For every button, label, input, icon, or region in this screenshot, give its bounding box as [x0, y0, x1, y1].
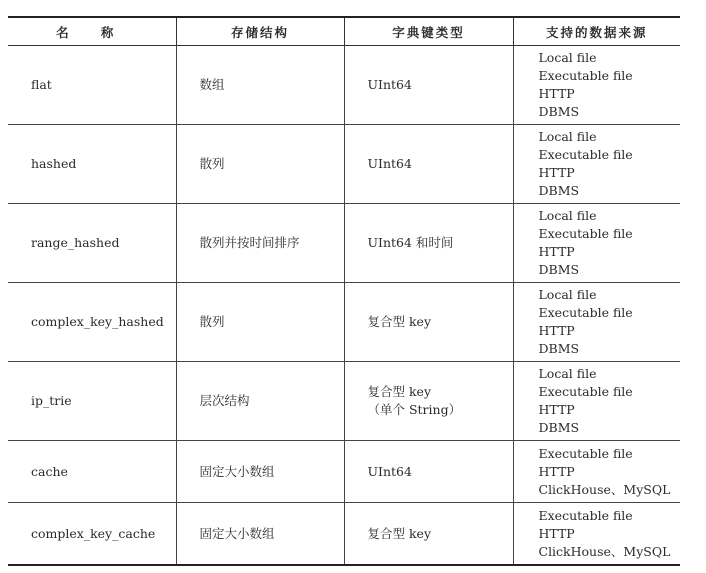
cell-sources	[513, 503, 680, 566]
source-item: DBMS	[538, 341, 580, 356]
table-row	[8, 441, 680, 503]
key-type-line: 复合型 key	[367, 525, 432, 541]
key-type-line: UInt64	[367, 463, 412, 479]
source-item: HTTP	[538, 165, 575, 180]
cell-storage: 数组	[176, 46, 344, 125]
source-item: HTTP	[538, 323, 575, 338]
cell-name: complex_key_cache	[8, 503, 176, 566]
source-item: Executable file	[538, 384, 633, 399]
cell-key-type	[344, 125, 513, 204]
cell-key-type	[344, 46, 513, 125]
table-body	[8, 46, 680, 566]
table-row	[8, 362, 680, 441]
source-item: Local file	[538, 287, 597, 302]
header-row	[8, 17, 680, 46]
table-row	[8, 204, 680, 283]
cell-sources	[513, 441, 680, 503]
key-type-line: UInt64	[367, 156, 412, 171]
cell-storage: 散列并按时间排序	[176, 204, 344, 283]
source-item: Executable file	[538, 226, 633, 241]
source-item: Local file	[538, 50, 597, 65]
key-type-line: 复合型 key	[367, 384, 432, 399]
cell-key-type	[344, 204, 513, 283]
source-item: Local file	[538, 129, 597, 144]
key-type-line: UInt64 和时间	[367, 235, 454, 250]
source-item: DBMS	[538, 262, 580, 277]
source-item: HTTP	[538, 86, 575, 101]
source-item: DBMS	[538, 420, 580, 435]
source-item: ClickHouse、MySQL	[538, 481, 671, 497]
table-row	[8, 125, 680, 204]
cell-name: cache	[8, 441, 176, 503]
cell-storage: 散列	[176, 125, 344, 204]
source-item: HTTP	[538, 402, 575, 417]
cell-name: hashed	[8, 125, 176, 204]
header-name: 名 称	[8, 17, 176, 46]
cell-sources	[513, 204, 680, 283]
cell-key-type	[344, 362, 513, 441]
source-item: Executable file	[538, 445, 633, 461]
cell-sources	[513, 125, 680, 204]
dictionary-types-table	[8, 16, 680, 566]
header-storage: 存储结构	[176, 17, 344, 46]
source-item: Local file	[538, 366, 597, 381]
cell-storage: 散列	[176, 283, 344, 362]
source-item: Executable file	[538, 68, 633, 83]
source-item: Executable file	[538, 305, 633, 320]
cell-key-type	[344, 441, 513, 503]
source-item: DBMS	[538, 183, 580, 198]
key-type-line: （单个 String）	[367, 402, 462, 417]
table-header	[8, 17, 680, 46]
table-row	[8, 503, 680, 566]
cell-sources	[513, 46, 680, 125]
source-item: HTTP	[538, 463, 575, 479]
source-item: Local file	[538, 208, 597, 223]
cell-storage: 固定大小数组	[176, 441, 344, 503]
key-type-line: 复合型 key	[367, 314, 432, 329]
source-item: DBMS	[538, 104, 580, 119]
cell-name: flat	[8, 46, 176, 125]
cell-name: ip_trie	[8, 362, 176, 441]
key-type-line: UInt64	[367, 77, 412, 92]
source-item: ClickHouse、MySQL	[538, 543, 671, 559]
source-item: HTTP	[538, 525, 575, 541]
source-item: Executable file	[538, 147, 633, 162]
cell-sources	[513, 283, 680, 362]
cell-key-type	[344, 283, 513, 362]
table-row	[8, 46, 680, 125]
table-row	[8, 283, 680, 362]
header-sources: 支持的数据来源	[513, 17, 680, 46]
source-item: HTTP	[538, 244, 575, 259]
cell-name: range_hashed	[8, 204, 176, 283]
source-item: Executable file	[538, 507, 633, 523]
cell-storage: 固定大小数组	[176, 503, 344, 566]
cell-key-type	[344, 503, 513, 566]
cell-storage: 层次结构	[176, 362, 344, 441]
header-key-type: 字典键类型	[344, 17, 513, 46]
cell-sources	[513, 362, 680, 441]
cell-name: complex_key_hashed	[8, 283, 176, 362]
